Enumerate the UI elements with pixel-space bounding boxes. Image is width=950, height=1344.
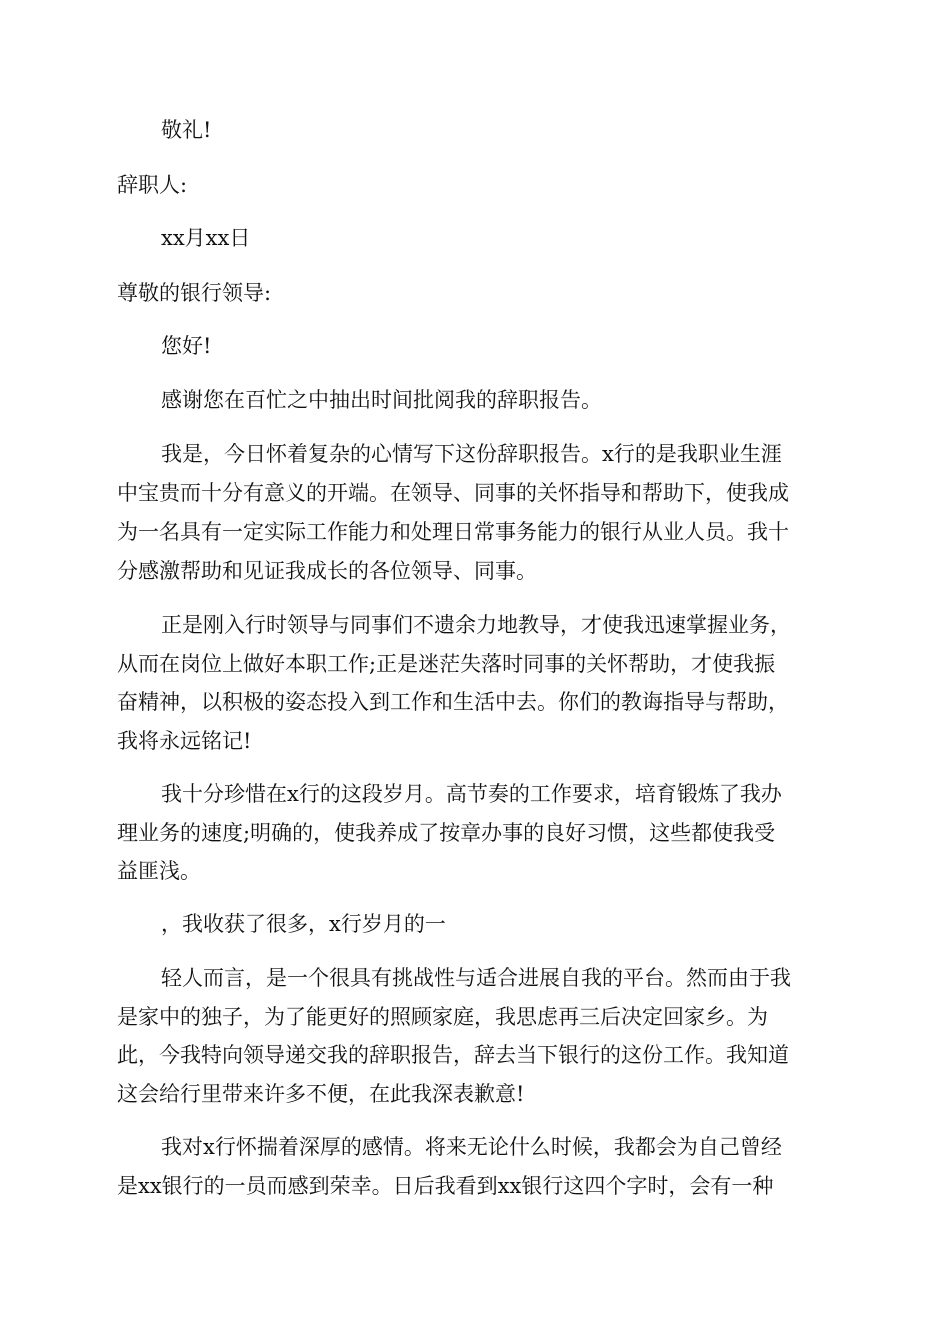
paragraph-thanks: 感谢您在百忙之中抽出时间批阅我的辞职报告。 xyxy=(161,388,602,412)
paragraph-line: 是家中的独子，为了能更好的照顾家庭，我思虑再三后决定回家乡。为 xyxy=(117,1005,768,1029)
paragraph-line: 益匪浅。 xyxy=(117,859,201,883)
paragraph-line: 理业务的速度;明确的，使我养成了按章办事的良好习惯，这些都使我受 xyxy=(117,821,776,845)
paragraph-line: ，我收获了很多，x行岁月的一 xyxy=(161,912,446,936)
paragraph-line: 为一名具有一定实际工作能力和处理日常事务能力的银行从业人员。我十 xyxy=(117,520,789,544)
paragraph-line: 正是刚入行时领导与同事们不遗余力地教导，才使我迅速掌握业务， xyxy=(161,613,791,637)
paragraph-line: 奋精神，以积极的姿态投入到工作和生活中去。你们的教诲指导与帮助， xyxy=(117,690,789,714)
closing-line: 敬礼! xyxy=(161,118,212,142)
greeting: 您好! xyxy=(161,334,212,358)
paragraph-line: 我是，今日怀着复杂的心情写下这份辞职报告。x行的是我职业生涯 xyxy=(161,442,782,466)
paragraph-line: 这会给行里带来许多不便，在此我深表歉意! xyxy=(117,1082,525,1106)
paragraph-line: 中宝贵而十分有意义的开端。在领导、同事的关怀指导和帮助下，使我成 xyxy=(117,481,789,505)
paragraph-line: 我对x行怀揣着深厚的感情。将来无论什么时候，我都会为自己曾经 xyxy=(161,1135,782,1159)
date-line: xx月xx日 xyxy=(161,226,251,250)
paragraph-line: 从而在岗位上做好本职工作;正是迷茫失落时同事的关怀帮助，才使我振 xyxy=(117,652,776,676)
salutation: 尊敬的银行领导: xyxy=(117,281,272,305)
paragraph-line: 此，今我特向领导递交我的辞职报告，辞去当下银行的这份工作。我知道 xyxy=(117,1043,789,1067)
paragraph-line: 分感激帮助和见证我成长的各位领导、同事。 xyxy=(117,559,537,583)
paragraph-line: 是xx银行的一员而感到荣幸。日后我看到xx银行这四个字时，会有一种 xyxy=(117,1174,774,1198)
paragraph-line: 轻人而言，是一个很具有挑战性与适合进展自我的平台。然而由于我 xyxy=(161,966,791,990)
paragraph-line: 我将永远铭记! xyxy=(117,729,252,753)
signature-label: 辞职人: xyxy=(117,173,188,197)
paragraph-line: 我十分珍惜在x行的这段岁月。高节奏的工作要求，培育锻炼了我办 xyxy=(161,782,782,806)
